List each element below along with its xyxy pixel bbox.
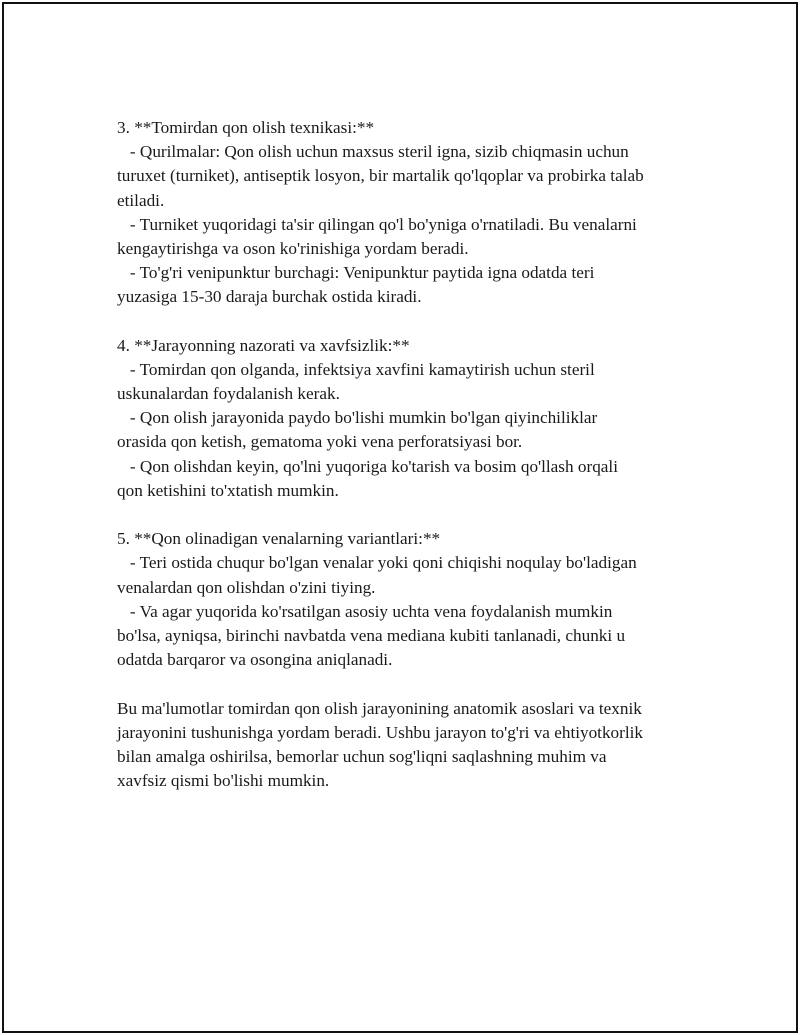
section-conclusion — [117, 697, 717, 794]
text-line: - Qon olish jarayonida paydo bo'lishi mumkin bo'lgan qiyinchiliklar — [117, 408, 598, 428]
text-line: kengaytirishga va oson ko'rinishiga yordam beradi. — [117, 238, 469, 258]
paragraph-gap — [117, 310, 717, 334]
text-line: - Va agar yuqorida ko'rsatilgan asosiy uchta vena foydalanish mumkin — [117, 601, 613, 621]
text-line: venalardan qon olishdan o'zini tiying. — [117, 577, 376, 597]
text-line: - To'g'ri venipunktur burchagi: Venipunktur paytida igna odatda teri — [117, 263, 595, 283]
text-line: jarayonini tushunishga yordam beradi. Ushbu jarayon to'g'ri va ehtiyotkorlik — [117, 722, 644, 742]
text-line: orasida qon ketish, gematoma yoki vena perforatsiyasi bor. — [117, 432, 523, 452]
text-line: - Tomirdan qon olganda, infektsiya xavfini kamaytirish uchun steril — [117, 359, 595, 379]
text-line: turuxet (turniket), antiseptik losyon, bir martalik qo'lqoplar va probirka talab — [117, 166, 644, 186]
text-line: etiladi. — [117, 190, 165, 210]
paragraph-gap — [117, 672, 717, 696]
section-technique — [117, 116, 717, 310]
section-vein-options — [117, 527, 717, 672]
section-heading: 3. **Tomirdan qon olish texnikasi:** — [117, 118, 375, 137]
text-line: bo'lsa, ayniqsa, birinchi navbatda vena mediana kubiti tanlanadi, chunki u — [117, 625, 626, 645]
section-heading: 5. **Qon olinadigan venalarning variantlari:** — [117, 529, 441, 549]
text-line: - Qon olishdan keyin, qo'lni yuqoriga ko'tarish va bosim qo'llash orqali — [117, 456, 618, 476]
section-safety — [117, 334, 717, 503]
text-line: - Qurilmalar: Qon olish uchun maxsus steril igna, sizib chiqmasin uchun — [117, 142, 629, 162]
text-line: - Teri ostida chuqur bo'lgan venalar yoki qoni chiqishi noqulay bo'ladigan — [117, 553, 637, 573]
text-line: yuzasiga 15-30 daraja burchak ostida kiradi. — [117, 287, 422, 307]
text-line: - Turniket yuqoridagi ta'sir qilingan qo'l bo'yniga o'rnatiladi. Bu venalarni — [117, 214, 637, 234]
text-line: odatda barqaror va osongina aniqlanadi. — [117, 650, 393, 670]
section-heading: 4. **Jarayonning nazorati va xavfsizlik:** — [117, 335, 410, 355]
paragraph-gap — [117, 503, 717, 527]
text-line: uskunalardan foydalanish kerak. — [117, 384, 340, 404]
document-body — [117, 116, 717, 793]
text-line: xavfsiz qismi bo'lishi mumkin. — [117, 771, 330, 791]
text-line: Bu ma'lumotlar tomirdan qon olish jarayonining anatomik asoslari va texnik — [117, 698, 642, 718]
text-line: qon ketishini to'xtatish mumkin. — [117, 480, 339, 500]
text-line: bilan amalga oshirilsa, bemorlar uchun sog'liqni saqlashning muhim va — [117, 746, 607, 766]
